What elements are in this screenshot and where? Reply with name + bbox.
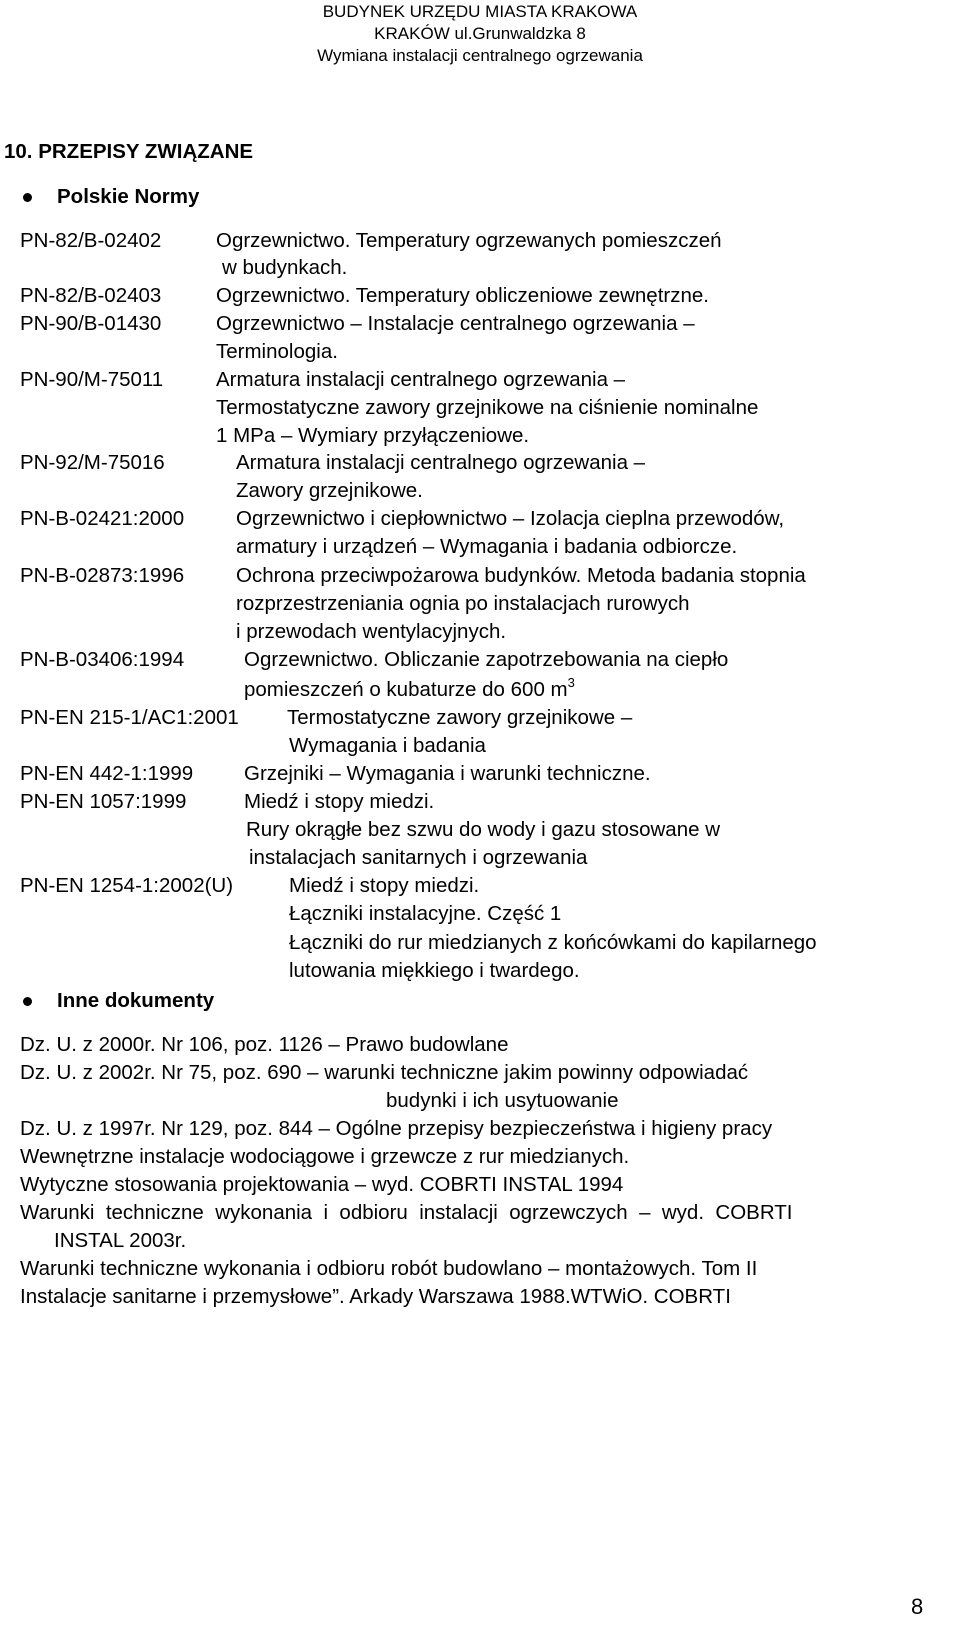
norm-code: PN-B-03406:1994 (20, 648, 185, 671)
norm-desc: Wymagania i badania (289, 734, 486, 757)
bullet-dot (23, 193, 32, 202)
superscript: 3 (567, 675, 575, 690)
norm-desc: armatury i urządzeń – Wymagania i badania odbiorcze. (236, 535, 738, 558)
norm-desc: Terminologia. (216, 340, 338, 363)
document-line: Warunki techniczne wykonania i odbioru instalacji ogrzewczych – wyd. COBRTI (20, 1201, 793, 1224)
document-line: Wewnętrzne instalacje wodociągowe i grzewcze z rur miedzianych. (20, 1145, 630, 1168)
norm-desc: lutowania miękkiego i twardego. (289, 959, 580, 982)
norm-desc: Grzejniki – Wymagania i warunki techniczne. (244, 762, 651, 785)
header-line-1: BUDYNEK URZĘDU MIASTA KRAKOWA (322, 2, 638, 21)
norm-desc: Ogrzewnictwo. Obliczanie zapotrzebowania na ciepło (244, 648, 729, 671)
bullet-dot (23, 997, 32, 1006)
norm-code: PN-EN 1254-1:2002(U) (20, 874, 234, 897)
page-number: 8 (911, 1594, 924, 1619)
norm-code: PN-B-02873:1996 (20, 564, 185, 587)
document-line: Instalacje sanitarne i przemysłowe”. Arkady Warszawa 1988.WTWiO. COBRTI (20, 1285, 731, 1308)
document-line: Dz. U. z 2000r. Nr 106, poz. 1126 – Prawo budowlane (20, 1033, 509, 1056)
bullet-inne-dokumenty: Inne dokumenty (57, 989, 215, 1012)
norm-code: PN-EN 442-1:1999 (20, 762, 194, 785)
norm-desc: Rury okrągłe bez szwu do wody i gazu stosowane w (246, 818, 721, 841)
norm-desc: Łączniki do rur miedzianych z końcówkami do kapilarnego (289, 931, 817, 954)
norm-desc: 1 MPa – Wymiary przyłączeniowe. (216, 424, 530, 447)
norm-desc: Miedź i stopy miedzi. (289, 874, 480, 897)
norm-desc: Ogrzewnictwo. Temperatury ogrzewanych pomieszczeń (216, 229, 722, 252)
norm-code: PN-92/M-75016 (20, 451, 165, 474)
norm-desc: Ogrzewnictwo – Instalacje centralnego ogrzewania – (216, 312, 695, 335)
norm-desc: Zawory grzejnikowe. (236, 479, 423, 502)
header-line-3: Wymiana instalacji centralnego ogrzewania (317, 46, 643, 65)
norm-desc (244, 676, 575, 704)
bullet-polskie-normy: Polskie Normy (57, 185, 200, 208)
norm-desc: rozprzestrzeniania ognia po instalacjach rurowych (236, 592, 690, 615)
norm-code: PN-90/M-75011 (20, 368, 164, 391)
norm-desc: Ogrzewnictwo i ciepłownictwo – Izolacja cieplna przewodów, (236, 507, 785, 530)
document-line: Dz. U. z 2002r. Nr 75, poz. 690 – warunki techniczne jakim powinny odpowiadać (20, 1061, 749, 1084)
norm-desc: i przewodach wentylacyjnych. (236, 620, 507, 643)
norm-desc: Ogrzewnictwo. Temperatury obliczeniowe zewnętrzne. (216, 284, 709, 307)
norm-code: PN-82/B-02403 (20, 284, 162, 307)
norm-code: PN-B-02421:2000 (20, 507, 185, 530)
norm-desc: Łączniki instalacyjne. Część 1 (289, 902, 562, 925)
norm-code: PN-EN 215-1/AC1:2001 (20, 706, 239, 729)
document-line: INSTAL 2003r. (54, 1229, 187, 1252)
norm-desc: instalacjach sanitarnych i ogrzewania (249, 846, 588, 869)
norm-desc: Armatura instalacji centralnego ogrzewania – (216, 368, 626, 391)
document-line: Wytyczne stosowania projektowania – wyd. COBRTI INSTAL 1994 (20, 1173, 624, 1196)
norm-desc: Ochrona przeciwpożarowa budynków. Metoda badania stopnia (236, 564, 806, 587)
norm-desc: w budynkach. (222, 256, 348, 279)
norm-code: PN-82/B-02402 (20, 229, 162, 252)
norm-desc: Termostatyczne zawory grzejnikowe na ciśnienie nominalne (216, 396, 759, 419)
norm-desc-text: pomieszczeń o kubaturze do 600 m (244, 678, 568, 701)
norm-code: PN-90/B-01430 (20, 312, 162, 335)
section-title: 10. PRZEPISY ZWIĄZANE (4, 140, 254, 163)
document-line: budynki i ich usytuowanie (386, 1089, 619, 1112)
header-line-2: KRAKÓW ul.Grunwaldzka 8 (374, 24, 586, 43)
document-line: Dz. U. z 1997r. Nr 129, poz. 844 – Ogólne przepisy bezpieczeństwa i higieny pracy (20, 1117, 773, 1140)
norm-code: PN-EN 1057:1999 (20, 790, 187, 813)
norm-desc: Armatura instalacji centralnego ogrzewania – (236, 451, 646, 474)
norm-desc: Miedź i stopy miedzi. (244, 790, 435, 813)
document-line: Warunki techniczne wykonania i odbioru robót budowlano – montażowych. Tom II (20, 1257, 758, 1280)
norm-desc: Termostatyczne zawory grzejnikowe – (287, 706, 633, 729)
